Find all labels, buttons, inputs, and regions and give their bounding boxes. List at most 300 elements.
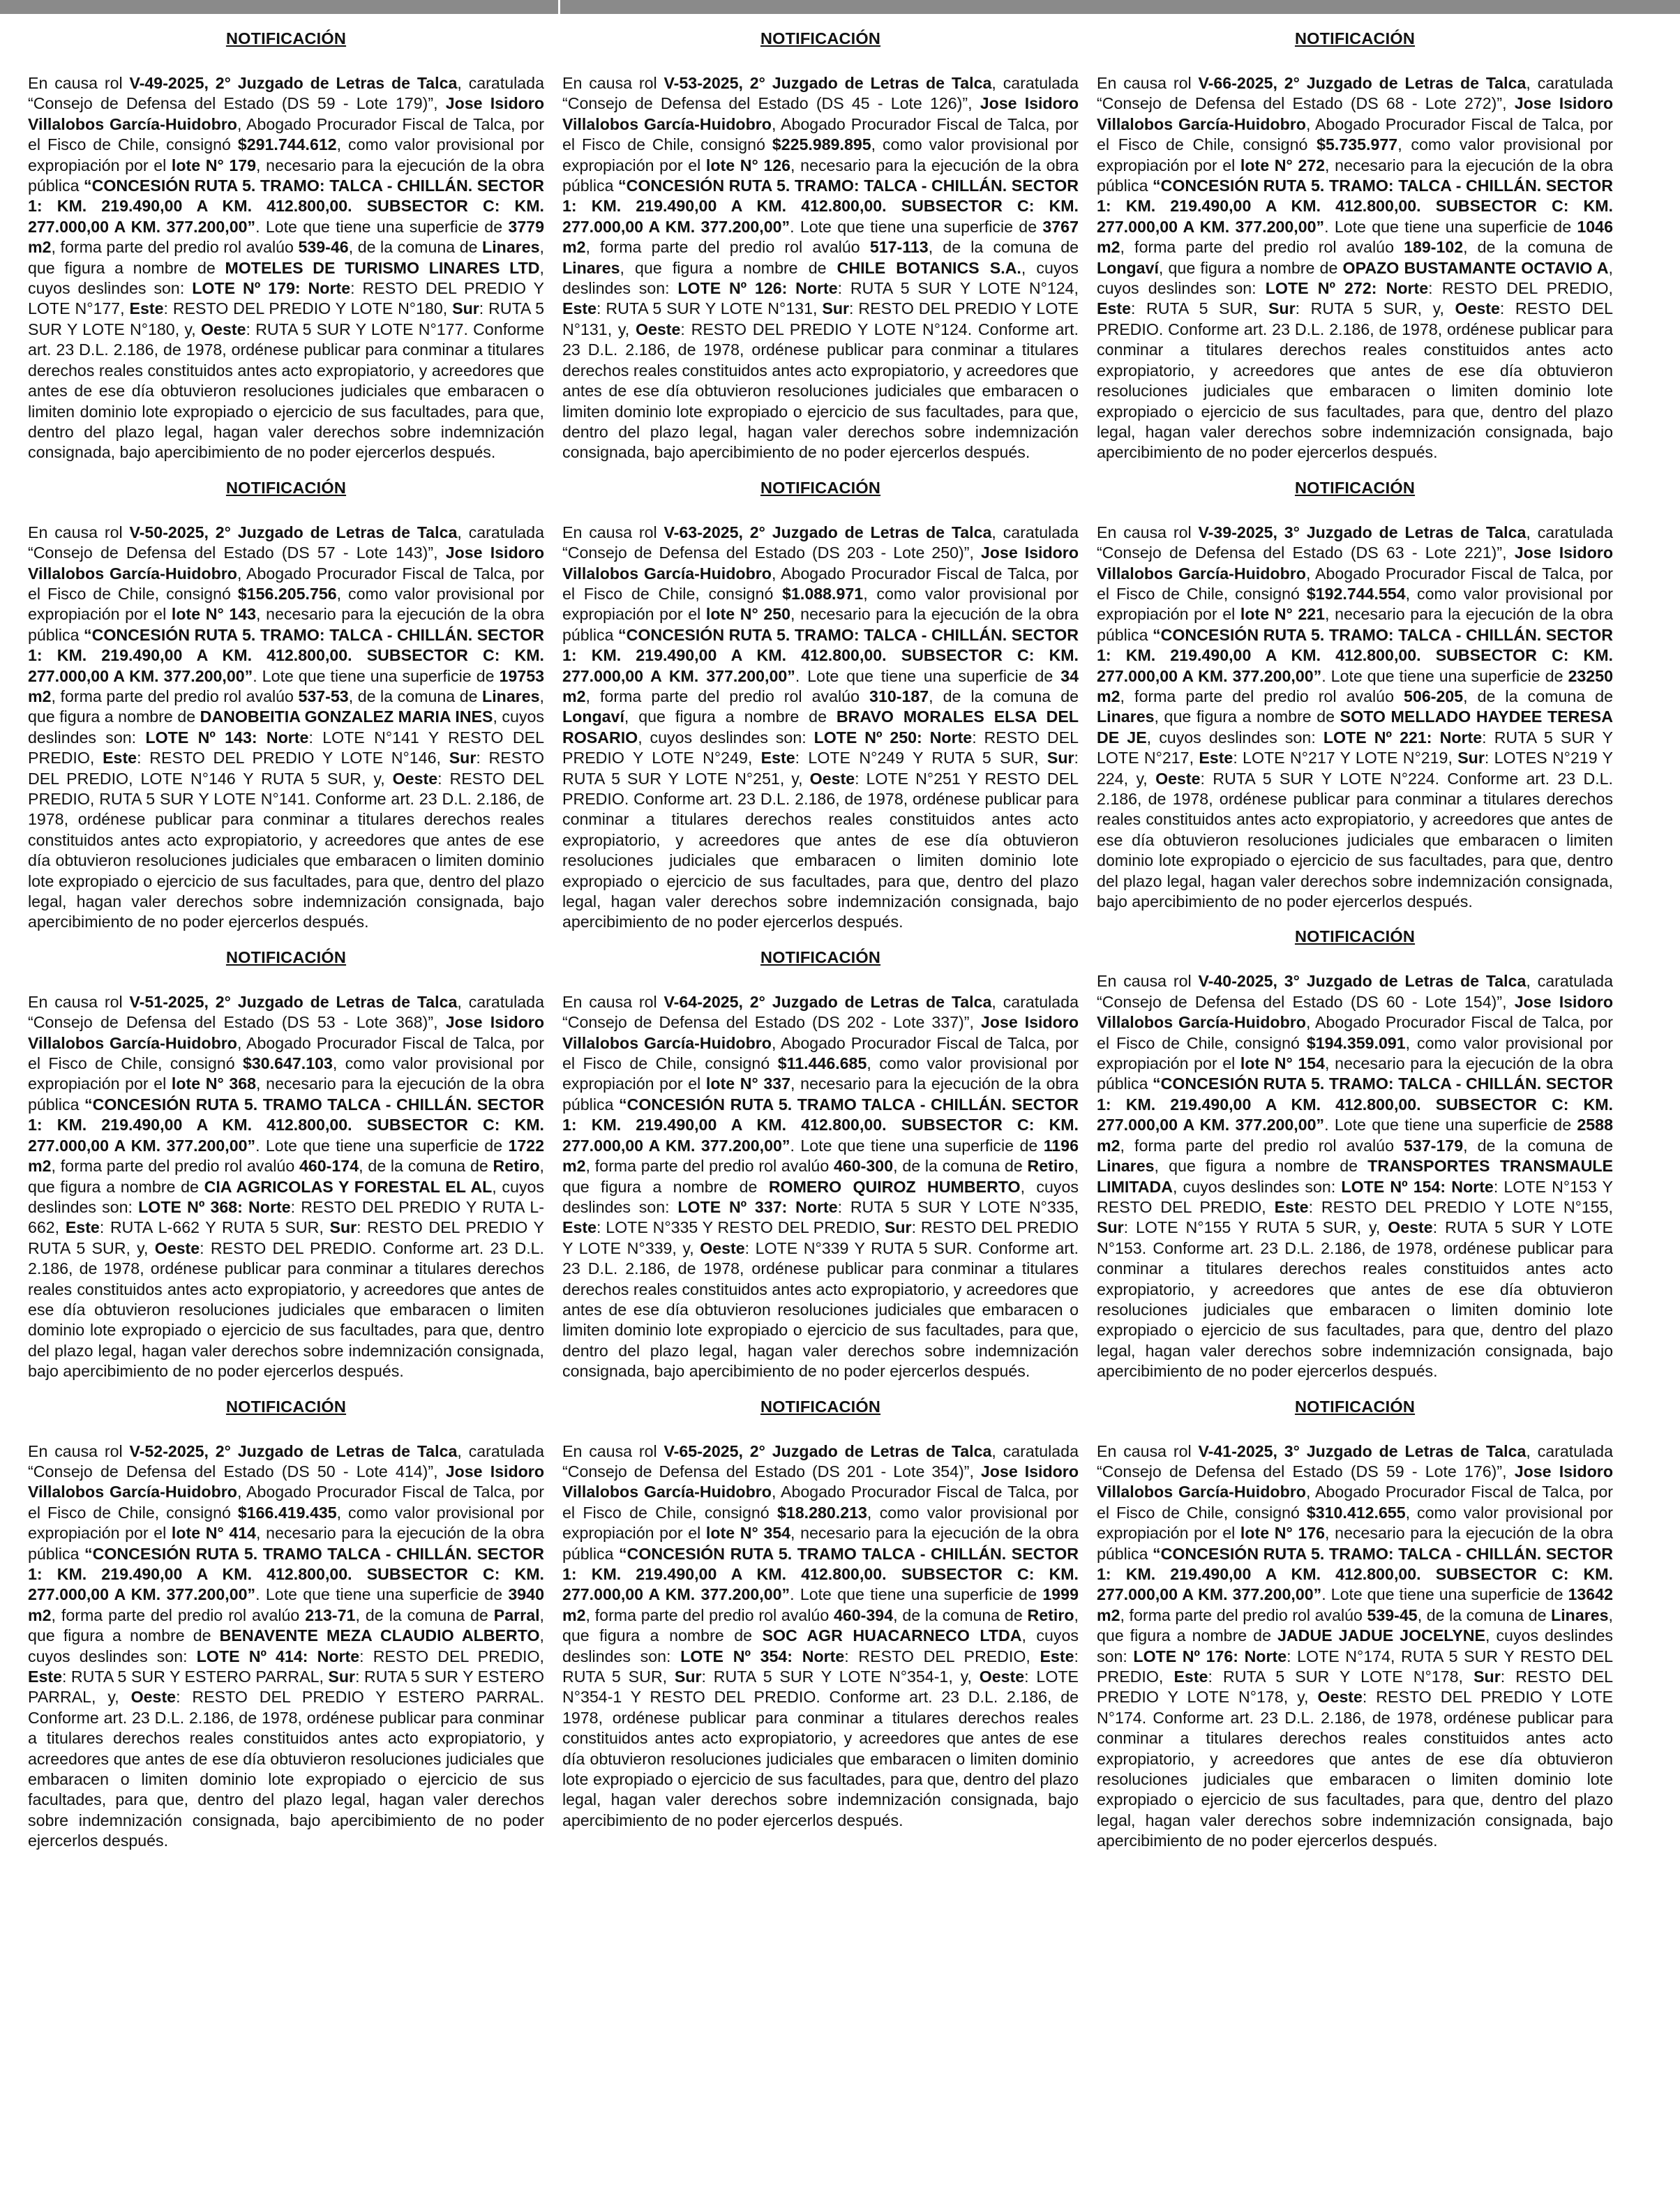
notice-bold-text: TRANSPORTES TRANSMAULE LIMITADA xyxy=(1097,1157,1613,1196)
notice-text: , forma parte del predio rol avalúo xyxy=(51,1605,306,1624)
notice-text: : RUTA L-662 Y RUTA 5 SUR, xyxy=(99,1218,330,1237)
notice-bold-text: LOTE Nº 221: Norte xyxy=(1323,728,1483,747)
notice-text: , de la comuna de xyxy=(348,687,483,705)
notice-bold-text: Sur xyxy=(329,1218,357,1237)
notice-text: , necesario para la ejecución de la obra pública xyxy=(28,1074,544,1114)
notice-text: En causa rol xyxy=(1097,972,1199,991)
notice-text: . Lote que tiene una superficie de xyxy=(790,217,1043,236)
notice-bold-text: lote N° 179 xyxy=(171,156,257,174)
notice-bold-text: 460-300 xyxy=(834,1157,894,1176)
notice-text: , como valor provisional por expropiación por el xyxy=(562,1503,1079,1543)
notice-bold-text: 537-53 xyxy=(298,687,349,705)
notice-bold-text: Oeste xyxy=(392,769,438,788)
notice xyxy=(1097,479,1613,913)
notice-text: . Lote que tiene una superficie de xyxy=(790,1136,1044,1155)
notice-bold-text: lote N° 354 xyxy=(705,1524,791,1543)
notice-text: , cuyos deslindes son: xyxy=(638,728,814,747)
notice-bold-text: Sur xyxy=(452,299,479,318)
notice-text: , forma parte del predio rol avalúo xyxy=(585,1157,834,1176)
notice-text: , de la comuna de xyxy=(359,1157,493,1176)
notice-text: En causa rol xyxy=(562,523,664,541)
notice-bold-text: $192.744.554 xyxy=(1306,584,1406,603)
notice-text: : RESTO DEL PREDIO Y RUTA 5 SUR, y, xyxy=(28,1218,544,1257)
notice xyxy=(1097,927,1613,1381)
notice-text: : LOTE N°335 Y RESTO DEL PREDIO, xyxy=(596,1218,885,1237)
notice-bold-text: “CONCESIÓN RUTA 5. TRAMO TALCA - CHILLÁN. SECTOR 1: KM. 219.490,00 A KM. 412.800,00. SUBSECTOR C: KM. 277.000,00 A KM. 377.200,00” xyxy=(562,1095,1079,1155)
notice-heading: NOTIFICACIÓN xyxy=(225,478,347,497)
notice-text: En causa rol xyxy=(28,523,130,541)
notice-text: : RESTO DEL PREDIO, xyxy=(1428,279,1613,298)
notice-bold-text: Sur xyxy=(1457,749,1485,767)
notice-text: , Abogado Procurador Fiscal de Talca, por el Fisco de Chile, consignó xyxy=(1097,1483,1613,1522)
notice-text: , que figura a nombre de xyxy=(562,1605,1079,1645)
notice-bold-text: “CONCESIÓN RUTA 5. TRAMO: TALCA - CHILLÁN. SECTOR 1: KM. 219.490,00 A KM. 412.800,00. SUBSECTOR C: KM. 277.000,00 A KM. 377.200,00” xyxy=(28,625,544,685)
notice-text: . Lote que tiene una superficie de xyxy=(253,666,500,685)
notice-text: , Abogado Procurador Fiscal de Talca, por el Fisco de Chile, consignó xyxy=(28,564,544,603)
notice-bold-text: “CONCESIÓN RUTA 5. TRAMO: TALCA - CHILLÁN. SECTOR 1: KM. 219.490,00 A KM. 412.800,00. SUBSECTOR C: KM. 277.000,00 A KM. 377.200,00” xyxy=(562,177,1079,236)
notice-text: , caratulada “Consejo de Defensa del Estado (DS 50 - Lote 414)”, xyxy=(28,1441,544,1481)
notice-bold-text: 23250 m2 xyxy=(1097,666,1613,705)
notice-text: , como valor provisional por expropiación por el xyxy=(1097,584,1613,624)
notice-text: , como valor provisional por expropiación por el xyxy=(28,1054,544,1093)
notice-bold-text: Retiro xyxy=(1027,1157,1074,1176)
notice-text: : RESTO DEL PREDIO, xyxy=(359,1647,544,1665)
notice-text: : LOTE N°217 Y LOTE N°219, xyxy=(1233,749,1458,767)
notice-text: , caratulada “Consejo de Defensa del Estado (DS 59 - Lote 179)”, xyxy=(28,74,544,113)
notice-bold-text: $166.419.435 xyxy=(237,1503,337,1522)
notice-text: : RUTA 5 SUR, xyxy=(1130,299,1268,318)
notice-bold-text: Sur xyxy=(1047,749,1074,767)
notice-text: , necesario para la ejecución de la obra pública xyxy=(562,1524,1079,1563)
notice-bold-text: 189-102 xyxy=(1404,238,1464,257)
column-3 xyxy=(1097,29,1613,2178)
notice-text: , que figura a nombre de xyxy=(1097,1605,1613,1645)
notice-bold-text: Linares xyxy=(562,258,620,277)
notice xyxy=(28,29,544,463)
notice-bold-text: 517-113 xyxy=(869,238,929,257)
notice-bold-text: Este xyxy=(65,1218,100,1237)
notice-bold-text: $156.205.756 xyxy=(237,584,337,603)
notices-page xyxy=(28,29,1613,2178)
notice-bold-text: OPAZO BUSTAMANTE OCTAVIO A xyxy=(1342,258,1609,277)
notice-text: , Abogado Procurador Fiscal de Talca, por el Fisco de Chile, consignó xyxy=(28,1033,544,1073)
notice-bold-text: Oeste xyxy=(635,320,681,338)
notice-text: , caratulada “Consejo de Defensa del Estado (DS 202 - Lote 337)”, xyxy=(562,992,1079,1032)
notice-text: , cuyos deslindes son: xyxy=(562,1626,1079,1665)
notice-bold-text: CIA AGRICOLAS Y FORESTAL EL AL xyxy=(204,1177,493,1196)
notice-bold-text: lote N° 414 xyxy=(171,1524,257,1543)
notice-text: : RESTO DEL PREDIO Y LOTE N°177, xyxy=(28,279,544,318)
notice-text: , de la comuna de xyxy=(893,1157,1028,1176)
notice-heading: NOTIFICACIÓN xyxy=(1294,927,1416,946)
notice-bold-text: lote N° 126 xyxy=(705,156,791,174)
notice-bold-text: 3940 m2 xyxy=(28,1585,544,1624)
notice-text: , necesario para la ejecución de la obra pública xyxy=(562,1074,1079,1114)
notice-text: , como valor provisional por expropiación por el xyxy=(28,1503,544,1543)
notice-text: : LOTE N°153 Y RESTO DEL PREDIO, xyxy=(1097,1177,1613,1216)
notice-bold-text: 213-71 xyxy=(305,1605,356,1624)
notice-text: , que figura a nombre de xyxy=(28,687,544,726)
notice-bold-text: “CONCESIÓN RUTA 5. TRAMO: TALCA - CHILLÁN. SECTOR 1: KM. 219.490,00 A KM. 412.800,00. SUBSECTOR C: KM. 277.000,00 A KM. 377.200,00” xyxy=(562,625,1079,685)
notice-bold-text: $225.989.895 xyxy=(772,135,871,154)
notice-text: : RESTO DEL PREDIO Y LOTE N°146, xyxy=(137,749,449,767)
notice-text: , que figura a nombre de xyxy=(28,1605,544,1645)
notice-bold-text: BRAVO MORALES ELSA DEL ROSARIO xyxy=(562,707,1079,747)
notice-body xyxy=(28,1441,544,1852)
notice-text: : RESTO DEL PREDIO Y RUTA L-662, xyxy=(28,1197,544,1237)
notice-text: , cuyos deslindes son: xyxy=(28,258,544,298)
notice-text: , necesario para la ejecución de la obra pública xyxy=(1097,1054,1613,1093)
notice-text: : RESTO DEL PREDIO Y LOTE N°178, y, xyxy=(1097,1668,1613,1707)
notice-bold-text: Jose Isidoro Villalobos García-Huidobro xyxy=(562,1462,1079,1501)
notice-bold-text: “CONCESIÓN RUTA 5. TRAMO: TALCA - CHILLÁN. SECTOR 1: KM. 219.490,00 A KM. 412.800,00. SUBSECTOR C: KM. 277.000,00 A KM. 377.200,00” xyxy=(1097,1544,1613,1604)
notice-text: , cuyos deslindes son: xyxy=(1173,1177,1342,1196)
notice-text: : RUTA 5 SUR Y LOTE N°335, xyxy=(837,1197,1079,1216)
notice-text: : RESTO DEL PREDIO Y LOTE N°339, y, xyxy=(562,1218,1079,1257)
notice-bold-text: Sur xyxy=(822,299,850,318)
notice-bold-text: $291.744.612 xyxy=(237,135,337,154)
notice-bold-text: LOTE Nº 154: Norte xyxy=(1341,1177,1494,1196)
notice-heading: NOTIFICACIÓN xyxy=(225,29,347,47)
notice-text: : LOTE N°141 Y RESTO DEL PREDIO, xyxy=(28,728,544,767)
notice-bold-text: Retiro xyxy=(493,1157,540,1176)
notice-heading: NOTIFICACIÓN xyxy=(1294,1397,1416,1416)
notice-bold-text: Este xyxy=(1097,299,1131,318)
notice-bold-text: $30.647.103 xyxy=(242,1054,333,1073)
notice-heading: NOTIFICACIÓN xyxy=(760,947,881,966)
notice-bold-text: Linares xyxy=(1551,1605,1609,1624)
notice-body xyxy=(1097,971,1613,1381)
notice-bold-text: Este xyxy=(28,1668,62,1686)
notice-bold-text: Parral xyxy=(493,1605,540,1624)
notice-text: , necesario para la ejecución de la obra pública xyxy=(1097,605,1613,644)
top-rule-tick xyxy=(558,0,560,14)
notice-text: : LOTE N°251 Y RESTO DEL PREDIO. Conforme art. 23 D.L. 2.186, de 1978, ordénese publicar para conminar a titulares derechos reales constituidos antes acto expropiatorio, y acreedores que antes de ese día obtuvieron resoluciones judiciales que embaracen o limiten dominio lote expropiado o ejercicio de sus facultades, para que, dentro del plazo legal, hagan valer derechos sobre indemnización consignada, bajo apercibimiento de no poder ejercerlos después. xyxy=(562,769,1079,931)
notice-bold-text: Jose Isidoro Villalobos García-Huidobro xyxy=(1097,94,1613,133)
notice-text: : RESTO DEL PREDIO Y LOTE N°180, xyxy=(163,299,453,318)
notice-text: , forma parte del predio rol avalúo xyxy=(51,238,299,257)
notice-body xyxy=(1097,73,1613,463)
notice-text: , de la comuna de xyxy=(1463,238,1613,257)
notice-text: . Lote que tiene una superficie de xyxy=(1321,1585,1568,1604)
notice xyxy=(28,948,544,1382)
notice-text: , caratulada “Consejo de Defensa del Estado (DS 57 - Lote 143)”, xyxy=(28,523,544,562)
notice-bold-text: Sur xyxy=(884,1218,912,1237)
notice-text: , forma parte del predio rol avalúo xyxy=(51,687,299,705)
notice-bold-text: LOTE Nº 272: Norte xyxy=(1265,279,1429,298)
notice-text: , Abogado Procurador Fiscal de Talca, por el Fisco de Chile, consignó xyxy=(562,114,1079,154)
notice-text: , cuyos deslindes son: xyxy=(1097,258,1613,298)
notice-text: : RUTA 5 SUR Y LOTE N°131, xyxy=(596,299,823,318)
notice xyxy=(562,1398,1079,1831)
notice-text: , cuyos deslindes son: xyxy=(562,1177,1079,1216)
notice-text: , cuyos deslindes son: xyxy=(28,1177,544,1216)
notice-text: : RESTO DEL PREDIO Y ESTERO PARRAL. Conforme art. 23 D.L. 2.186, de 1978, ordénese publicar para conminar a titulares derechos reales constituidos antes acto expropiatorio, y acreedores que antes de ese día obtuvieron resoluciones judiciales que embaracen o limiten dominio lote expropiado o ejercicio de sus facultades, para que, dentro del plazo legal, hagan valer derechos sobre indemnización consignada, bajo apercibimiento de no poder ejercerlos después. xyxy=(28,1688,544,1850)
notice-bold-text: lote N° 143 xyxy=(171,605,257,624)
notice-text: : LOTE N°249 Y RUTA 5 SUR, xyxy=(795,749,1047,767)
notice-text: , forma parte del predio rol avalúo xyxy=(1120,1605,1367,1624)
notice-bold-text: BENAVENTE MEZA CLAUDIO ALBERTO xyxy=(219,1626,540,1645)
notice-bold-text: SOTO MELLADO HAYDEE TERESA DE JE xyxy=(1097,707,1613,747)
notice-bold-text: Sur xyxy=(1097,1218,1124,1237)
notice-text: . Lote que tiene una superficie de xyxy=(1324,1116,1577,1134)
notice-bold-text: JADUE JADUE JOCELYNE xyxy=(1277,1626,1486,1645)
notice-bold-text: V-40-2025, 3° Juzgado de Letras de Talca xyxy=(1198,972,1527,991)
notice-text: : RESTO DEL PREDIO Y LOTE N°174. Conforme art. 23 D.L. 2.186, de 1978, ordénese publicar para conminar a titulares derechos reales constituidos antes acto expropiatorio, y acreedores que antes de ese día obtuvieron resoluciones judiciales que embaracen o limiten dominio lote expropiado o ejercicio de sus facultades, para que, dentro del plazo legal, hagan valer derechos sobre indemnización consignada, bajo apercibimiento de no poder ejercerlos después. xyxy=(1097,1688,1614,1850)
notice-text: . Lote que tiene una superficie de xyxy=(795,666,1061,685)
notice-bold-text: “CONCESIÓN RUTA 5. TRAMO: TALCA - CHILLÁN. SECTOR 1: KM. 219.490,00 A KM. 412.800,00. SUBSECTOR C: KM. 277.000,00 A KM. 377.200,00” xyxy=(1097,1074,1613,1134)
notice-text: , que figura a nombre de xyxy=(28,238,544,277)
notice-bold-text: Este xyxy=(103,749,137,767)
notice-text: , Abogado Procurador Fiscal de Talca, por el Fisco de Chile, consignó xyxy=(28,1483,544,1522)
notice-text: , Abogado Procurador Fiscal de Talca, por el Fisco de Chile, consignó xyxy=(1097,1013,1613,1052)
notice-bold-text: LOTE Nº 368: Norte xyxy=(138,1197,291,1216)
notice-text: , de la comuna de xyxy=(1417,1605,1552,1624)
notice-text: , de la comuna de xyxy=(1463,687,1613,705)
notice-text: , caratulada “Consejo de Defensa del Estado (DS 53 - Lote 368)”, xyxy=(28,992,544,1032)
notice-text: , como valor provisional por expropiación por el xyxy=(1097,1033,1613,1073)
notice-bold-text: LOTE Nº 176: Norte xyxy=(1133,1647,1287,1665)
column-1 xyxy=(28,29,544,2178)
notice-bold-text: LOTE Nº 337: Norte xyxy=(677,1197,838,1216)
notice-text: , como valor provisional por expropiación por el xyxy=(562,135,1079,174)
notice-text: , necesario para la ejecución de la obra pública xyxy=(28,605,544,644)
notice-text: En causa rol xyxy=(1097,74,1199,92)
notice-bold-text: $194.359.091 xyxy=(1306,1033,1406,1052)
notice-text: , de la comuna de xyxy=(348,238,483,257)
notice-bold-text: Sur xyxy=(449,749,477,767)
notice-text: : LOTES N°219 Y 224, y, xyxy=(1097,749,1613,788)
notice-text: , forma parte del predio rol avalúo xyxy=(585,687,870,705)
notice-text: : RESTO DEL PREDIO, RUTA 5 SUR Y LOTE N°141. Conforme art. 23 D.L. 2.186, de 1978, ordénese publicar para conminar a titulares derechos reales constituidos antes acto expropiatorio, y acreedores que antes de ese día obtuvieron resoluciones judiciales que embaracen o limiten dominio lote expropiado o ejercicio de sus facultades, para que, dentro del plazo legal, hagan valer derechos sobre indemnización consignada, bajo apercibimiento de no poder ejercerlos después. xyxy=(28,769,544,931)
notice-text: , Abogado Procurador Fiscal de Talca, por el Fisco de Chile, consignó xyxy=(1097,114,1613,154)
notice-bold-text: “CONCESIÓN RUTA 5. TRAMO TALCA - CHILLÁN. SECTOR 1: KM. 219.490,00 A KM. 412.800,00. SUBSECTOR C: KM. 277.000,00 A KM. 377.200,00” xyxy=(28,1095,544,1155)
notice-bold-text: Linares xyxy=(482,238,540,257)
notice-text: , forma parte del predio rol avalúo xyxy=(51,1157,299,1176)
notice-bold-text: V-39-2025, 3° Juzgado de Letras de Talca xyxy=(1198,523,1527,541)
notice-text: , forma parte del predio rol avalúo xyxy=(585,1605,834,1624)
notice-text: En causa rol xyxy=(28,992,130,1011)
notice-body xyxy=(28,992,544,1382)
notice-bold-text: Sur xyxy=(1473,1668,1501,1686)
notice-text: En causa rol xyxy=(562,992,664,1011)
notice-text: , cuyos deslindes son: xyxy=(28,1626,544,1665)
notice-text: , Abogado Procurador Fiscal de Talca, por el Fisco de Chile, consignó xyxy=(28,114,544,154)
notice-bold-text: Este xyxy=(129,299,164,318)
notice-bold-text: V-50-2025, 2° Juzgado de Letras de Talca xyxy=(129,523,458,541)
notice-bold-text: lote N° 368 xyxy=(171,1074,257,1093)
notice-text: , necesario para la ejecución de la obra pública xyxy=(1097,1524,1613,1563)
notice-bold-text: LOTE Nº 414: Norte xyxy=(196,1647,360,1665)
notice-bold-text: Jose Isidoro Villalobos García-Huidobro xyxy=(1097,992,1613,1032)
notice-text: : RUTA 5 SUR Y LOTE N°124, xyxy=(837,279,1079,298)
notice-text: , como valor provisional por expropiación por el xyxy=(1097,135,1613,174)
notice-text: : LOTE N°155 Y RUTA 5 SUR, y, xyxy=(1123,1218,1388,1237)
notice-text: , de la comuna de xyxy=(1463,1136,1613,1155)
notice-text: : RUTA 5 SUR Y LOTE N°224. Conforme art. 23 D.L. 2.186, de 1978, ordénese publicar para conminar a titulares derechos reales constituidos antes acto expropiatorio, y acreedores que antes de ese día obtuvieron resoluciones judiciales que embaracen o limiten dominio lote expropiado o ejercicio de sus facultades, para que, dentro del plazo legal, hagan valer derechos sobre indemnización consignada, bajo apercibimiento de no poder ejercerlos después. xyxy=(1097,769,1613,911)
notice-text: . Lote que tiene una superficie de xyxy=(790,1585,1043,1604)
notice-bold-text: V-65-2025, 2° Juzgado de Letras de Talca xyxy=(663,1441,992,1460)
notice-bold-text: SOC AGR HUACARNECO LTDA xyxy=(762,1626,1022,1645)
notice-bold-text: Jose Isidoro Villalobos García-Huidobro xyxy=(28,94,544,133)
notice-bold-text: Oeste xyxy=(1455,299,1500,318)
notice-bold-text: 1196 m2 xyxy=(562,1136,1079,1176)
notice-heading: NOTIFICACIÓN xyxy=(760,478,881,497)
notice-bold-text: $1.088.971 xyxy=(782,584,864,603)
notice-bold-text: 3779 m2 xyxy=(28,217,544,257)
notice-heading: NOTIFICACIÓN xyxy=(1294,29,1416,47)
notice-text: : RESTO DEL PREDIO. Conforme art. 23 D.L. 2.186, de 1978, ordénese publicar para conminar a titulares derechos reales constituidos antes acto expropiatorio, y acreedores que antes de ese día obtuvieron resoluciones judiciales que embaracen o limiten dominio lote expropiado o ejercicio de sus facultades, para que, dentro del plazo legal, hagan valer derechos sobre indemnización consignada, bajo apercibimiento de no poder ejercerlos después. xyxy=(28,1238,545,1381)
notice-bold-text: 460-174 xyxy=(299,1157,359,1176)
notice-text: , cuyos deslindes son: xyxy=(562,258,1079,298)
notice-bold-text: 13642 m2 xyxy=(1097,1585,1613,1624)
notice xyxy=(562,29,1079,463)
notice-bold-text: “CONCESIÓN RUTA 5. TRAMO: TALCA - CHILLÁN. SECTOR 1: KM. 219.490,00 A KM. 412.800,00. SUBSECTOR C: KM. 277.000,00 A KM. 377.200,00” xyxy=(28,177,544,236)
notice-text: : RUTA 5 SUR Y ESTERO PARRAL, xyxy=(61,1668,329,1686)
notice-text: , de la comuna de xyxy=(893,1605,1028,1624)
notice-text: : RUTA 5 SUR Y LOTE N°354-1, y, xyxy=(701,1668,980,1686)
notice-text: , Abogado Procurador Fiscal de Talca, por el Fisco de Chile, consignó xyxy=(562,1483,1079,1522)
notice-bold-text: 2588 m2 xyxy=(1097,1116,1613,1155)
notice-text: : LOTE N°339 Y RUTA 5 SUR. Conforme art. 23 D.L. 2.186, de 1978, ordénese publicar para conminar a titulares derechos reales constituidos antes acto expropiatorio, y acreedores que antes de ese día obtuvieron resoluciones judiciales que embaracen o limiten dominio lote expropiado o ejercicio de sus facultades, para que, dentro del plazo legal, hagan valer derechos sobre indemnización consignada, bajo apercibimiento de no poder ejercerlos después. xyxy=(562,1238,1079,1381)
notice-body xyxy=(28,73,544,463)
notice-bold-text: Oeste xyxy=(130,1688,177,1707)
notice-bold-text: MOTELES DE TURISMO LINARES LTD xyxy=(225,258,540,277)
notice-bold-text: lote N° 176 xyxy=(1240,1524,1326,1543)
notice-bold-text: DANOBEITIA GONZALEZ MARIA INES xyxy=(200,707,493,726)
notice-text: , caratulada “Consejo de Defensa del Estado (DS 201 - Lote 354)”, xyxy=(562,1441,1079,1481)
notice-bold-text: LOTE Nº 250: Norte xyxy=(813,728,973,747)
notice xyxy=(28,1398,544,1852)
notice-heading: NOTIFICACIÓN xyxy=(1294,478,1416,497)
notice-text: : RESTO DEL PREDIO Y LOTE N°249, xyxy=(562,728,1079,767)
notice-bold-text: “CONCESIÓN RUTA 5. TRAMO TALCA - CHILLÁN. SECTOR 1: KM. 219.490,00 A KM. 412.800,00. SUBSECTOR C: KM. 277.000,00 A KM. 377.200,00” xyxy=(562,1544,1079,1604)
notice-text: , cuyos deslindes son: xyxy=(28,707,544,747)
notice-bold-text: Jose Isidoro Villalobos García-Huidobro xyxy=(28,1013,544,1052)
notice-bold-text: 3767 m2 xyxy=(562,217,1079,257)
notice-text: . Lote que tiene una superficie de xyxy=(255,1585,509,1604)
notice xyxy=(562,479,1079,933)
notice-text: , caratulada “Consejo de Defensa del Estado (DS 59 - Lote 176)”, xyxy=(1097,1441,1613,1481)
notice xyxy=(562,948,1079,1382)
notice-text: : RESTO DEL PREDIO. Conforme art. 23 D.L. 2.186, de 1978, ordénese publicar para conminar a titulares derechos reales constituidos antes acto expropiatorio, y acreedores que antes de ese día obtuvieron resoluciones judiciales que embaracen o limiten dominio lote expropiado o ejercicio de sus facultades, para que, dentro del plazo legal, hagan valer derechos sobre indemnización consignada, bajo apercibimiento de no poder ejercerlos después. xyxy=(1097,299,1613,462)
notice-bold-text: V-66-2025, 2° Juzgado de Letras de Talca xyxy=(1198,74,1527,92)
notice-text: : RESTO DEL PREDIO Y LOTE N°124. Conforme art. 23 D.L. 2.186, de 1978, ordénese publicar para conminar a titulares derechos reales constituidos antes acto expropiatorio, y acreedores que antes de ese día obtuvieron resoluciones judiciales que embaracen o limiten dominio lote expropiado o ejercicio de sus facultades, para que, dentro del plazo legal, hagan valer derechos sobre indemnización consignada, bajo apercibimiento de no poder ejercerlos después. xyxy=(562,320,1079,462)
notice-bold-text: Este xyxy=(562,1218,597,1237)
notice-bold-text: Longaví xyxy=(1097,258,1159,277)
notice-bold-text: CHILE BOTANICS S.A. xyxy=(837,258,1021,277)
notice-text: , como valor provisional por expropiación por el xyxy=(562,584,1079,624)
notice-text: , que figura a nombre de xyxy=(620,258,837,277)
notice-bold-text: 537-179 xyxy=(1404,1136,1464,1155)
notice-bold-text: lote N° 337 xyxy=(705,1074,791,1093)
notice-text: En causa rol xyxy=(28,74,130,92)
notice-bold-text: Oeste xyxy=(979,1668,1025,1686)
notice-text: , que figura a nombre de xyxy=(1154,1157,1368,1176)
notice-bold-text: Oeste xyxy=(700,1238,745,1257)
notice-text: , forma parte del predio rol avalúo xyxy=(585,238,870,257)
notice-bold-text: $310.412.655 xyxy=(1306,1503,1406,1522)
notice-text: , como valor provisional por expropiación por el xyxy=(28,584,544,624)
notice-body xyxy=(562,523,1079,933)
notice-text: En causa rol xyxy=(562,1441,664,1460)
notice-text: : RUTA 5 SUR Y LOTE N°251, y, xyxy=(562,749,1079,788)
notice-bold-text: Linares xyxy=(1097,707,1155,726)
notice-text: : RUTA 5 SUR Y LOTE N°178, xyxy=(1208,1668,1474,1686)
notice-text: , de la comuna de xyxy=(929,687,1079,705)
notice-text: En causa rol xyxy=(562,74,664,92)
notice-text: , que figura a nombre de xyxy=(28,1157,544,1196)
notice-bold-text: Linares xyxy=(1097,1157,1155,1176)
notice-text: , Abogado Procurador Fiscal de Talca, por el Fisco de Chile, consignó xyxy=(562,564,1079,603)
notice-text: . Lote que tiene una superficie de xyxy=(1324,217,1577,236)
notice-text: . Lote que tiene una superficie de xyxy=(1321,666,1568,685)
notice-text: : RESTO DEL PREDIO Y LOTE N°131, y, xyxy=(562,299,1079,338)
notice-bold-text: $5.735.977 xyxy=(1317,135,1398,154)
notice-bold-text: Jose Isidoro Villalobos García-Huidobro xyxy=(1097,544,1613,583)
notice-text: , necesario para la ejecución de la obra pública xyxy=(562,156,1079,195)
notice-bold-text: V-51-2025, 2° Juzgado de Letras de Talca xyxy=(129,992,458,1011)
notice-body xyxy=(1097,1441,1613,1852)
notice-bold-text: lote N° 272 xyxy=(1240,156,1326,174)
notice xyxy=(1097,1398,1613,1852)
notice-bold-text: Retiro xyxy=(1027,1605,1074,1624)
notice-text: , como valor provisional por expropiación por el xyxy=(1097,1503,1613,1543)
notice-body xyxy=(562,1441,1079,1831)
notice-bold-text: V-53-2025, 2° Juzgado de Letras de Talca xyxy=(663,74,992,92)
notice-heading: NOTIFICACIÓN xyxy=(760,1397,881,1416)
notice-text: , que figura a nombre de xyxy=(562,1157,1079,1196)
notice-text: , Abogado Procurador Fiscal de Talca, por el Fisco de Chile, consignó xyxy=(1097,564,1613,603)
notice-bold-text: 539-45 xyxy=(1367,1605,1418,1624)
notice-text: , necesario para la ejecución de la obra pública xyxy=(28,156,544,195)
notice-text: , necesario para la ejecución de la obra pública xyxy=(562,605,1079,644)
notice-text: , de la comuna de xyxy=(928,238,1079,257)
notice-bold-text: Jose Isidoro Villalobos García-Huidobro xyxy=(28,544,544,583)
notice-text: : RUTA 5 SUR Y LOTE N°217, xyxy=(1097,728,1613,767)
notice-bold-text: 1046 m2 xyxy=(1097,217,1613,257)
notice-bold-text: Este xyxy=(1040,1647,1074,1665)
notice-bold-text: Este xyxy=(1173,1668,1208,1686)
notice-body xyxy=(28,523,544,933)
notice-text: . Lote que tiene una superficie de xyxy=(255,217,509,236)
notice-bold-text: Oeste xyxy=(1388,1218,1433,1237)
notice-bold-text: LOTE Nº 354: Norte xyxy=(680,1647,845,1665)
notice-text: En causa rol xyxy=(1097,1441,1199,1460)
notice-bold-text: 19753 m2 xyxy=(28,666,544,705)
notice-bold-text: “CONCESIÓN RUTA 5. TRAMO TALCA - CHILLÁN. SECTOR 1: KM. 219.490,00 A KM. 412.800,00. SUBSECTOR C: KM. 277.000,00 A KM. 377.200,00” xyxy=(28,1544,544,1604)
notice-bold-text: Jose Isidoro Villalobos García-Huidobro xyxy=(1097,1462,1613,1501)
notice-text: : RUTA 5 SUR, xyxy=(562,1647,1079,1686)
notice-bold-text: Linares xyxy=(482,687,540,705)
notice-text: : LOTE N°354-1 Y RESTO DEL PREDIO. Conforme art. 23 D.L. 2.186, de 1978, ordénese publicar para conminar a titulares derechos reales constituidos antes acto expropiatorio, y acreedores que antes de ese día obtuvieron resoluciones judiciales que embaracen o limiten dominio lote expropiado o ejercicio de sus facultades, para que, dentro del plazo legal, hagan valer derechos sobre indemnización consignada, bajo apercibimiento de no poder ejercerlos después. xyxy=(562,1668,1079,1829)
notice-bold-text: Este xyxy=(1199,749,1233,767)
notice-heading: NOTIFICACIÓN xyxy=(760,29,881,47)
notice-text: En causa rol xyxy=(1097,523,1199,541)
notice-text: , cuyos deslindes son: xyxy=(1097,1626,1614,1665)
notice-bold-text: 1722 m2 xyxy=(28,1136,544,1176)
notice-bold-text: lote N° 154 xyxy=(1240,1054,1326,1073)
notice-bold-text: V-64-2025, 2° Juzgado de Letras de Talca xyxy=(663,992,992,1011)
notice-bold-text: Oeste xyxy=(154,1238,200,1257)
notice-bold-text: $18.280.213 xyxy=(777,1503,867,1522)
notice-text: , forma parte del predio rol avalúo xyxy=(1120,687,1404,705)
notice-text: : RUTA 5 SUR, y, xyxy=(1295,299,1455,318)
notice-text: , caratulada “Consejo de Defensa del Estado (DS 203 - Lote 250)”, xyxy=(562,523,1079,562)
notice-text: : RESTO DEL PREDIO Y LOTE N°155, xyxy=(1308,1197,1613,1216)
notice-text: , caratulada “Consejo de Defensa del Estado (DS 63 - Lote 221)”, xyxy=(1097,523,1613,562)
notice-bold-text: $11.446.685 xyxy=(777,1054,867,1073)
